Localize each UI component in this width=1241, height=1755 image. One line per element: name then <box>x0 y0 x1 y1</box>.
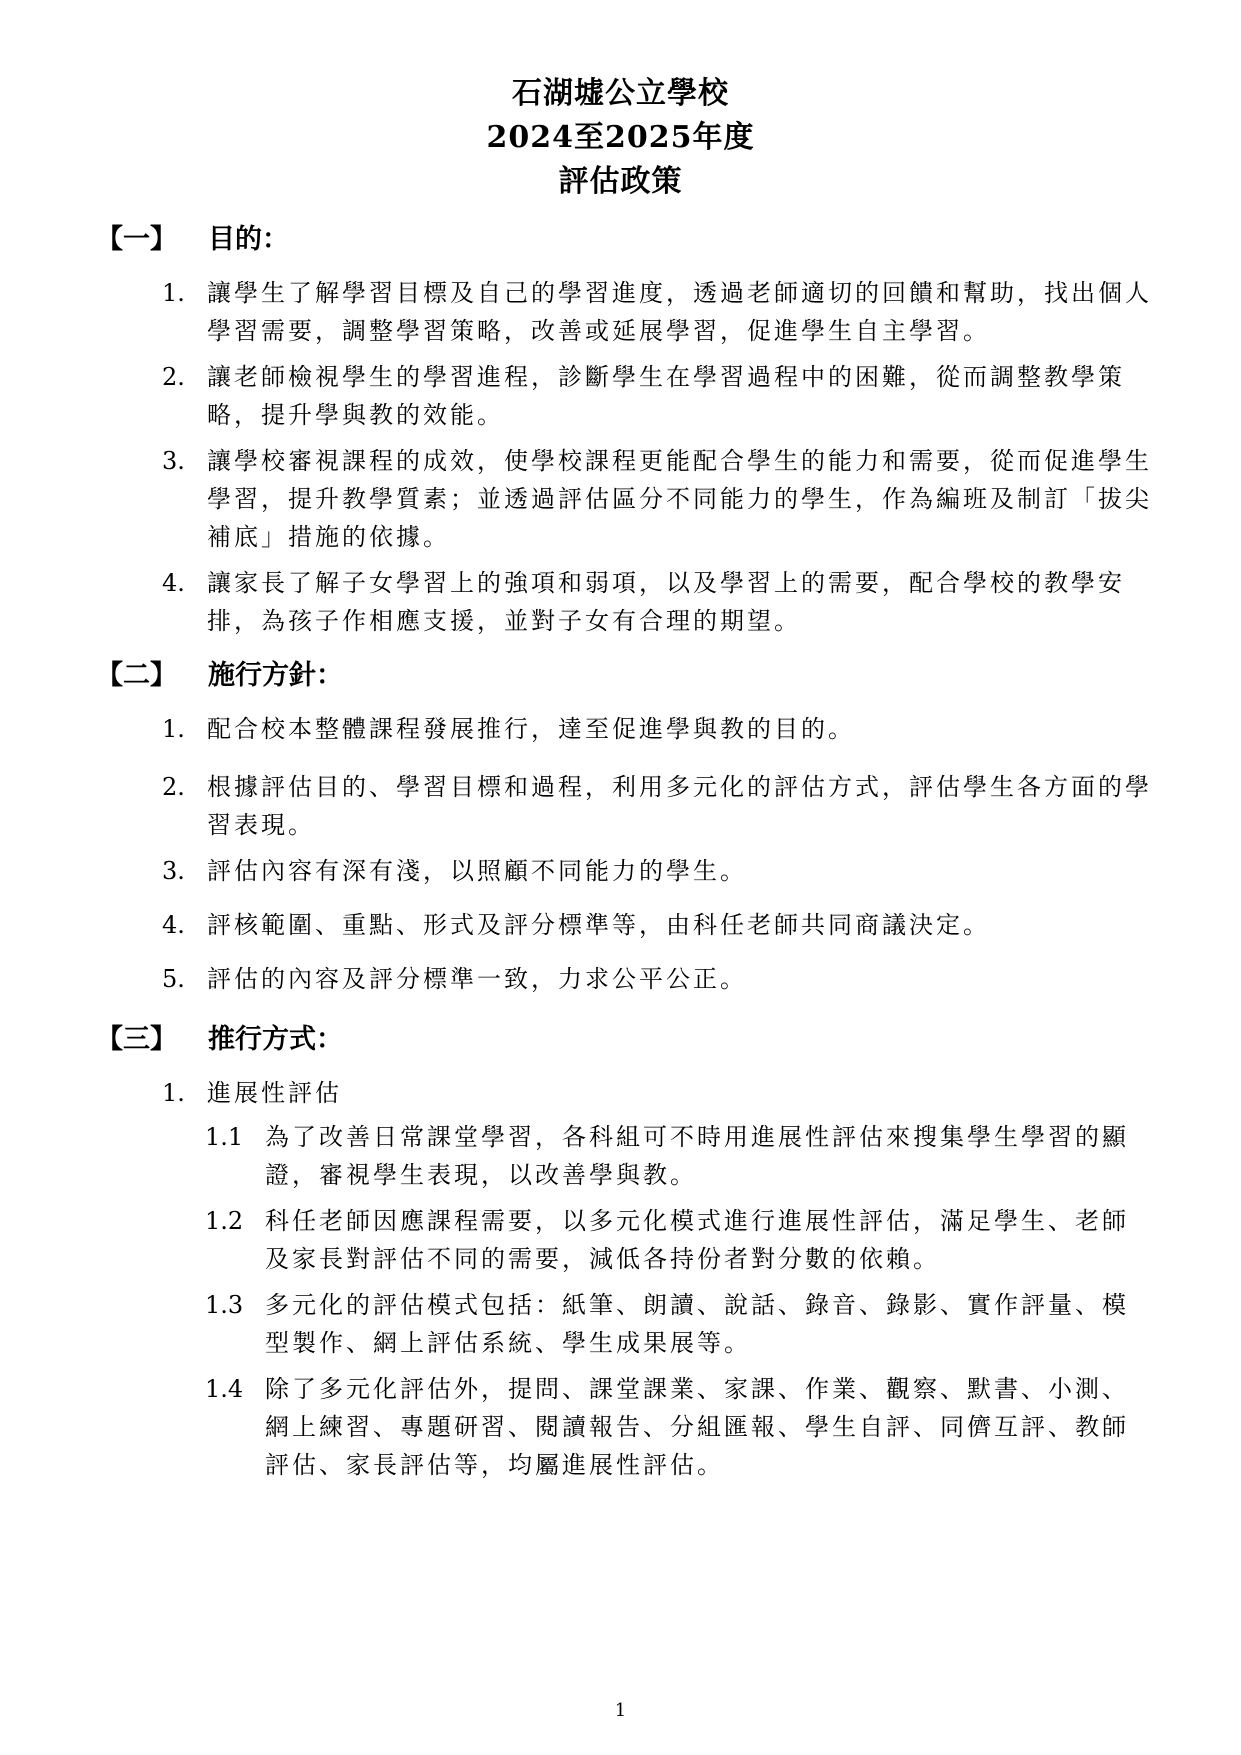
list-marker: 3. <box>162 447 185 475</box>
list-marker: 1. <box>162 715 185 743</box>
list-text: 根據評估目的、學習目標和過程，利用多元化的評估方式，評估學生各方面的學習表現。 <box>207 773 1152 839</box>
list-item <box>162 906 1152 944</box>
document-title: 評估政策 <box>558 164 683 199</box>
list-text: 進展性評估 <box>207 1079 342 1107</box>
section-title: 推行方式： <box>208 1024 343 1055</box>
list-item <box>162 710 1152 748</box>
list-item <box>162 442 1152 556</box>
list-item <box>162 1074 1152 1112</box>
list-text: 讓老師檢視學生的學習進程，診斷學生在學習過程中的困難，從而調整教學策略，提升學與教的效能。 <box>207 363 1125 429</box>
section-number: 【三】 <box>96 1024 177 1055</box>
list-item <box>162 274 1152 350</box>
list-text: 評估內容有深有淺，以照顧不同能力的學生。 <box>207 857 747 885</box>
list-marker: 4. <box>162 569 185 597</box>
list-marker: 1. <box>162 279 185 307</box>
sub-list-text: 科任老師因應課程需要，以多元化模式進行進展性評估，滿足學生、老師及家長對評估不同的需要，減低各持份者對分數的依賴。 <box>265 1207 1129 1273</box>
school-year: 2024至2025年度 <box>486 120 755 155</box>
section-heading-principles <box>96 658 343 694</box>
list-item <box>162 852 1152 890</box>
sub-list-item <box>205 1202 1155 1278</box>
list-marker: 3. <box>162 857 185 885</box>
sub-list-item <box>205 1370 1155 1484</box>
sub-list-item <box>205 1286 1155 1362</box>
sub-list-marker: 1.3 <box>205 1291 244 1319</box>
section-number: 【二】 <box>96 660 177 691</box>
sub-list-text: 多元化的評估模式包括：紙筆、朗讀、說話、錄音、錄影、實作評量、模型製作、網上評估系統、學生成果展等。 <box>265 1291 1129 1357</box>
section-title: 目的： <box>208 224 289 255</box>
list-text: 配合校本整體課程發展推行，達至促進學與教的目的。 <box>207 715 855 743</box>
list-marker: 2. <box>162 773 185 801</box>
sub-list-marker: 1.1 <box>205 1123 244 1151</box>
list-item <box>162 358 1152 434</box>
list-marker: 5. <box>162 965 185 993</box>
list-text: 讓學生了解學習目標及自己的學習進度，透過老師適切的回饋和幫助，找出個人學習需要，調整學習策略，改善或延展學習，促進學生自主學習。 <box>207 279 1152 345</box>
list-marker: 4. <box>162 911 185 939</box>
list-item <box>162 960 1152 998</box>
list-text: 讓家長了解子女學習上的強項和弱項，以及學習上的需要，配合學校的教學安排，為孩子作相應支援，並對子女有合理的期望。 <box>207 569 1125 635</box>
section-number: 【一】 <box>96 224 177 255</box>
section-title: 施行方針： <box>208 660 343 691</box>
sub-list-item <box>205 1118 1155 1194</box>
list-text: 評核範圍、重點、形式及評分標準等，由科任老師共同商議決定。 <box>207 911 990 939</box>
school-name: 石湖墟公立學校 <box>512 76 729 111</box>
sub-list-marker: 1.4 <box>205 1375 244 1403</box>
list-marker: 2. <box>162 363 185 391</box>
list-item <box>162 768 1152 844</box>
sub-list-text: 為了改善日常課堂學習，各科組可不時用進展性評估來搜集學生學習的顯證，審視學生表現，以改善學與教。 <box>265 1123 1129 1189</box>
title-block <box>0 72 1241 204</box>
page-number: 1 <box>614 1700 627 1721</box>
sub-list-marker: 1.2 <box>205 1207 244 1235</box>
list-text: 評估的內容及評分標準一致，力求公平公正。 <box>207 965 747 993</box>
list-marker: 1. <box>162 1079 185 1107</box>
section-heading-purpose <box>96 222 289 258</box>
sub-list-text: 除了多元化評估外，提問、課堂課業、家課、作業、觀察、默書、小測、網上練習、專題研習、閱讀報告、分組匯報、學生自評、同儕互評、教師評估、家長評估等，均屬進展性評估。 <box>265 1375 1129 1479</box>
list-item <box>162 564 1152 640</box>
list-text: 讓學校審視課程的成效，使學校課程更能配合學生的能力和需要，從而促進學生學習，提升教學質素；並透過評估區分不同能力的學生，作為編班及制訂「拔尖補底」措施的依據。 <box>207 447 1152 551</box>
section-heading-implementation <box>96 1022 343 1058</box>
